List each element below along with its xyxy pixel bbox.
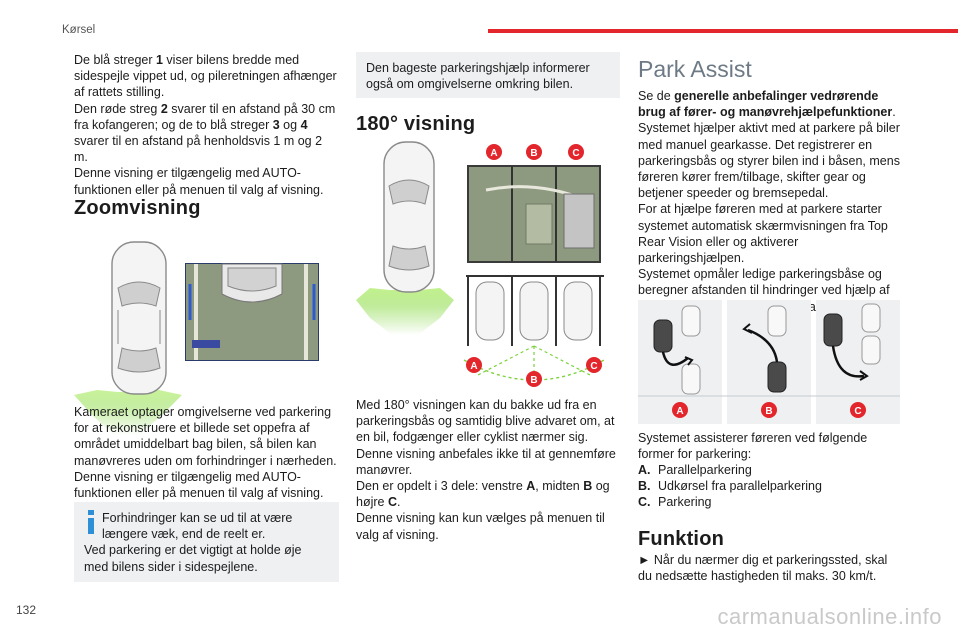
label-top-c: C xyxy=(572,148,580,159)
diagram-label-c: C xyxy=(854,406,862,417)
label-bottom-a-badge xyxy=(466,357,482,373)
label-top-a: A xyxy=(490,148,498,159)
column-middle xyxy=(356,52,620,542)
view-180-heading: 180° visning xyxy=(356,113,476,135)
function-heading: Funktion xyxy=(638,528,725,550)
parking-bays xyxy=(464,276,604,380)
mode-item-a xyxy=(638,462,903,478)
car-top-icon xyxy=(112,242,166,394)
label-top-a-badge xyxy=(486,144,502,160)
function-instruction: Når du nærmer dig et parkeringssted, skal du nedsætte hastigheden til maks. 30 km/t. xyxy=(638,553,888,584)
rear-parking-info-box: Den bageste parkeringshjælp informerer også om omgivelserne omkring bilen. xyxy=(356,52,620,98)
info-text-1: Forhindringer kan se ud til at være længere væk, end de reelt er. xyxy=(102,511,293,542)
label-top-b: B xyxy=(530,148,538,159)
mode-label-c: Parkering xyxy=(658,495,712,510)
mode-item-c xyxy=(638,494,903,510)
info-text-2: Ved parkering er det vigtigt at holde øje med bilens sider i sidespejlene. xyxy=(84,543,302,574)
function-text xyxy=(638,552,903,584)
modes-intro: Systemet assisterer føreren ved følgende former for parkering: xyxy=(638,431,868,462)
zoom-camera-screen xyxy=(186,264,318,360)
diagram-label-a: A xyxy=(676,406,684,417)
section-title: Kørsel xyxy=(62,24,96,36)
view-180-description: Med 180° visningen kan du bakke ud fra en parkeringsbås og samtidig blive advaret om, at en bil, fodgænger eller cyklist nærmer sig. Denne visning anbefales ikke til at gennemføre manøvrer. Den er opdelt i 3 dele: venstre A, midten B og højre C. Denne visning kan kun vælges på menuen til valg af visning. xyxy=(356,398,616,542)
arrow-icon: ► xyxy=(638,553,651,567)
label-bottom-b-badge xyxy=(526,371,542,387)
page-number: 132 xyxy=(16,603,37,617)
park-assist-title: Park Assist xyxy=(638,56,752,82)
mode-label-b: Udkørsel fra parallelparkering xyxy=(658,479,822,494)
diagram-label-b-badge xyxy=(761,402,777,418)
camera-180-screen xyxy=(468,166,600,262)
intro-paragraph: De blå streger 1 viser bilens bredde med sidespejle vippet ud, og pileretningen afhænger af rattets stilling. Den røde streg 2 svarer til en afstand på 30 cm fra kofangeren; og de to blå streger 3 og 4 svarer til en afstand på henholdsvis 1 m og 2 m. Denne visning er tilgængelig med AUTO-funktionen eller på menuen til valg af visning. xyxy=(74,53,337,197)
zoom-description: Kameraet optager omgivelserne ved parkering for at rekonstruere et billede set oppefra af området umiddelbart bag bilen, så bilen kan manøvreres uden om forhindringer i nærheden. Denne visning er tilgængelig med AUTO-funktionen eller på menuen til valg af visning. xyxy=(74,405,337,501)
column-left xyxy=(74,52,339,574)
info-box xyxy=(74,502,339,582)
view-180-illustration xyxy=(356,140,620,388)
header-accent-bar xyxy=(488,29,958,33)
mode-key-b: B. xyxy=(638,479,651,494)
mode-key-a: A. xyxy=(638,463,651,477)
modes-list xyxy=(638,462,903,511)
diagram-label-a-badge xyxy=(672,402,688,418)
car-top-icon-180 xyxy=(384,142,434,292)
label-bottom-c-badge xyxy=(586,357,602,373)
diagram-label-c-badge xyxy=(850,402,866,418)
diagram-label-b: B xyxy=(765,406,773,417)
mode-key-c: C. xyxy=(638,495,651,510)
park-assist-intro: Se de generelle anbefalinger vedrørende brug af fører- og manøvrehjælpefunktioner. Systemet hjælper aktivt med at parkere på biler med manuel gearkasse. Det registrerer en parkeringsbås og styrer bilen ind i båsen, mens føreren kører frem/tilbage, skifter gear og betjener speeder og bremsepedal. For at hjælpe føreren med at parkere starter systemet automatisk skærmvisningen fra Top Rear Vision eller og aktiverer parkeringshjælpen. Systemet opmåler ledige parkeringsbåse og beregner afstanden til hindringer ved hjælp af xyxy=(638,89,900,298)
watermark: carmanualsonline.info xyxy=(717,604,942,629)
mode-item-b xyxy=(638,478,903,494)
camera-field-glow-180 xyxy=(356,288,454,335)
label-top-b-badge xyxy=(526,144,542,160)
label-bottom-b: B xyxy=(530,375,538,386)
label-top-c-badge xyxy=(568,144,584,160)
zoom-heading: Zoomvisning xyxy=(74,197,201,219)
info-icon xyxy=(86,510,96,534)
label-bottom-a: A xyxy=(470,361,478,372)
park-assist-diagram xyxy=(638,300,900,424)
mode-label-a: Parallelparkering xyxy=(658,463,752,477)
label-bottom-c: C xyxy=(590,361,598,372)
column-right xyxy=(638,52,903,584)
